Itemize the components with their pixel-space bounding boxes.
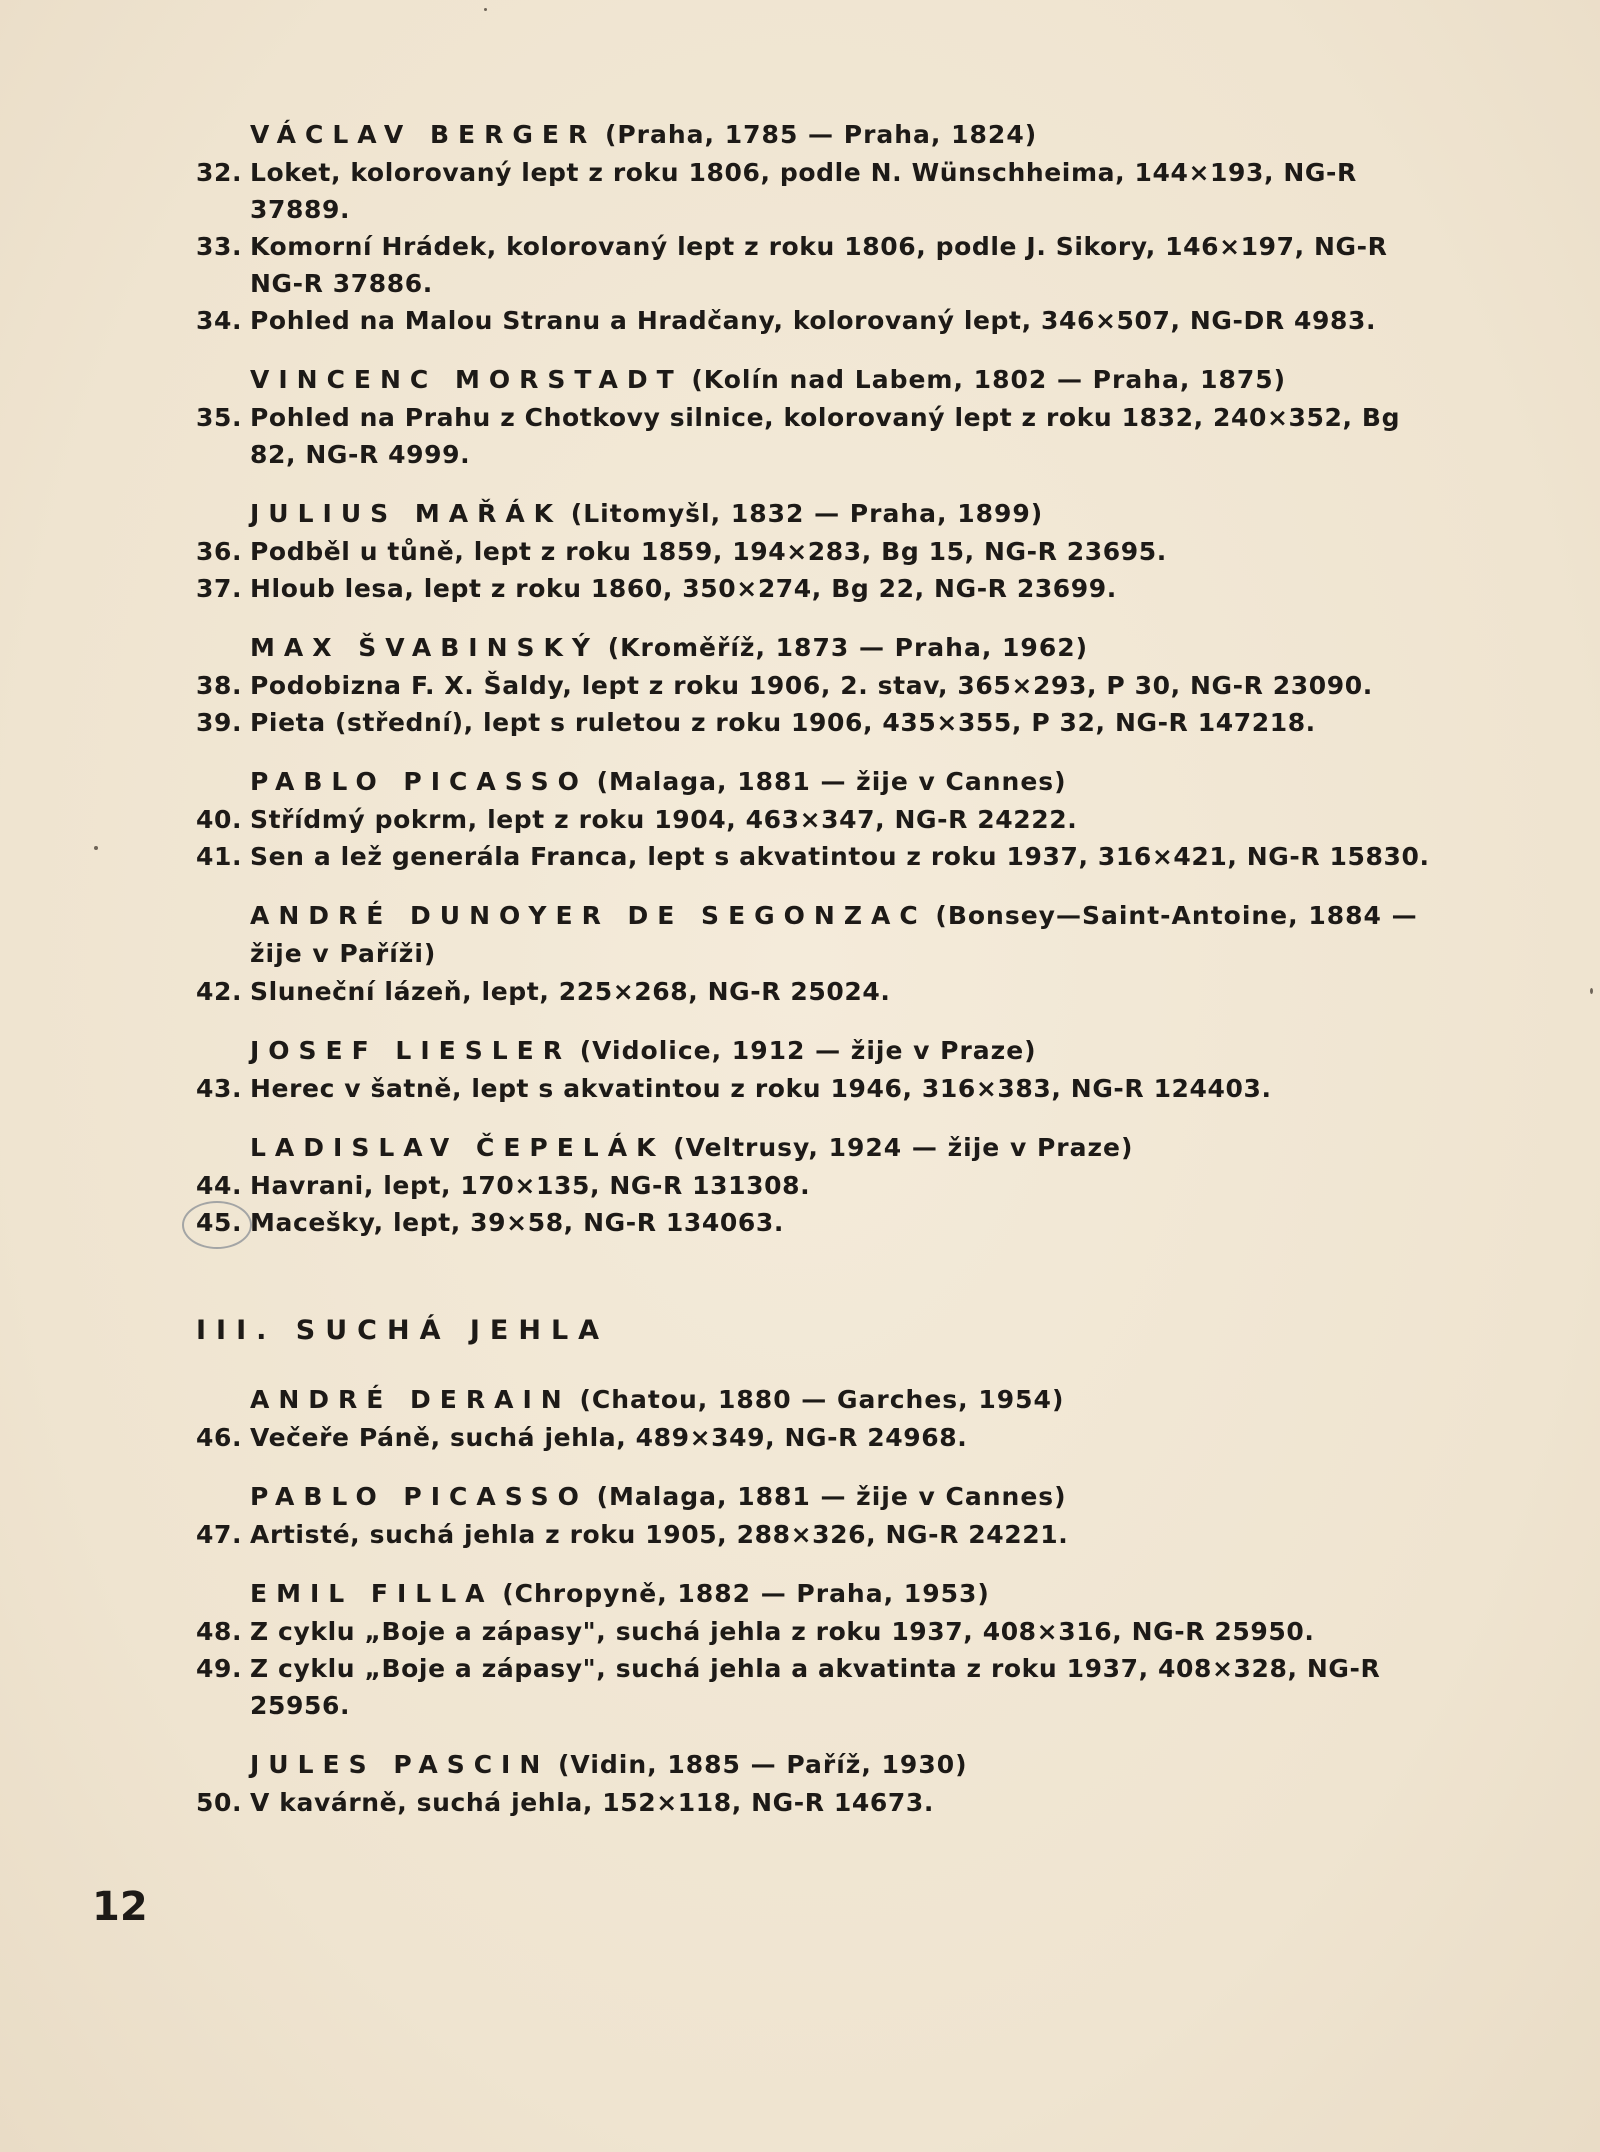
paper-speck [1590, 988, 1593, 994]
item-description: Artisté, suchá jehla z roku 1905, 288×326, NG-R 24221. [250, 1520, 1069, 1549]
item-number: 37. [196, 574, 243, 603]
catalog-item [196, 399, 1446, 473]
artist-heading [196, 1129, 1446, 1167]
item-number: 38. [196, 671, 243, 700]
catalog-item [196, 1419, 1446, 1456]
item-description: Z cyklu „Boje a zápasy", suchá jehla z roku 1937, 408×316, NG-R 25950. [250, 1617, 1315, 1646]
item-description: Večeře Páně, suchá jehla, 489×349, NG-R 24968. [250, 1423, 968, 1452]
catalog-item [196, 1516, 1446, 1553]
artist-dates: (Veltrusy, 1924 — žije v Praze) [673, 1133, 1134, 1162]
catalog-item [196, 1784, 1446, 1821]
item-description: Z cyklu „Boje a zápasy", suchá jehla a akvatinta z roku 1937, 408×328, NG-R 25956. [250, 1654, 1381, 1720]
artist-heading [196, 1575, 1446, 1613]
artist-dates: (Vidin, 1885 — Paříž, 1930) [558, 1750, 968, 1779]
artist-heading [196, 361, 1446, 399]
item-description: Pohled na Malou Stranu a Hradčany, kolorovaný lept, 346×507, NG-DR 4983. [250, 306, 1377, 335]
catalog-item [196, 1650, 1446, 1724]
artist-name: ANDRÉ DERAIN [250, 1385, 571, 1414]
item-number: 33. [196, 232, 243, 261]
catalog-list [196, 116, 1446, 1821]
artist-heading [196, 495, 1446, 533]
item-number: 41. [196, 842, 243, 871]
catalog-item [196, 154, 1446, 228]
item-number: 47. [196, 1520, 243, 1549]
item-number: 45. [196, 1208, 243, 1237]
artist-name: MAX ŠVABINSKÝ [250, 633, 599, 662]
catalog-item [196, 570, 1446, 607]
item-description: Podběl u tůně, lept z roku 1859, 194×283, Bg 15, NG-R 23695. [250, 537, 1167, 566]
artist-heading [196, 1746, 1446, 1784]
item-number: 34. [196, 306, 243, 335]
artist-name: ANDRÉ DUNOYER DE SEGONZAC [250, 901, 927, 930]
catalog-item [196, 704, 1446, 741]
item-number: 39. [196, 708, 243, 737]
artist-heading [196, 629, 1446, 667]
item-number: 35. [196, 403, 243, 432]
item-number: 49. [196, 1654, 243, 1683]
item-number: 36. [196, 537, 243, 566]
catalog-item [196, 533, 1446, 570]
artist-heading [196, 1381, 1446, 1419]
artist-heading [196, 116, 1446, 154]
item-number: 43. [196, 1074, 243, 1103]
item-description: Pohled na Prahu z Chotkovy silnice, kolorovaný lept z roku 1832, 240×352, Bg 82, NG-R 4999. [250, 403, 1401, 469]
item-description: V kavárně, suchá jehla, 152×118, NG-R 14673. [250, 1788, 934, 1817]
item-description: Loket, kolorovaný lept z roku 1806, podle N. Wünschheima, 144×193, NG-R 37889. [250, 158, 1357, 224]
item-number: 42. [196, 977, 243, 1006]
artist-dates: (Litomyšl, 1832 — Praha, 1899) [570, 499, 1044, 528]
item-description: Hloub lesa, lept z roku 1860, 350×274, Bg 22, NG-R 23699. [250, 574, 1117, 603]
item-description: Střídmý pokrm, lept z roku 1904, 463×347, NG-R 24222. [250, 805, 1078, 834]
artist-heading [196, 1478, 1446, 1516]
artist-dates: (Malaga, 1881 — žije v Cannes) [596, 1482, 1067, 1511]
item-description: Sen a lež generála Franca, lept s akvatintou z roku 1937, 316×421, NG-R 15830. [250, 842, 1430, 871]
catalog-item [196, 302, 1446, 339]
item-number: 48. [196, 1617, 243, 1646]
catalog-item [196, 838, 1446, 875]
item-description: Komorní Hrádek, kolorovaný lept z roku 1806, podle J. Sikory, 146×197, NG-R NG-R 37886. [250, 232, 1388, 298]
artist-name: PABLO PICASSO [250, 767, 588, 796]
artist-name: EMIL FILLA [250, 1579, 494, 1608]
artist-dates: (Kolín nad Labem, 1802 — Praha, 1875) [691, 365, 1287, 394]
artist-heading [196, 763, 1446, 801]
catalog-item [196, 1204, 1446, 1241]
item-description: Pieta (střední), lept s ruletou z roku 1906, 435×355, P 32, NG-R 147218. [250, 708, 1316, 737]
section-heading: III. SUCHÁ JEHLA [196, 1315, 610, 1346]
catalog-item [196, 1613, 1446, 1650]
catalog-item [196, 667, 1446, 704]
item-description: Sluneční lázeň, lept, 225×268, NG-R 25024. [250, 977, 891, 1006]
artist-name: PABLO PICASSO [250, 1482, 588, 1511]
item-description: Macešky, lept, 39×58, NG-R 134063. [250, 1208, 784, 1237]
artist-dates: (Praha, 1785 — Praha, 1824) [604, 120, 1038, 149]
catalog-item [196, 973, 1446, 1010]
artist-heading [196, 897, 1446, 973]
item-number: 40. [196, 805, 243, 834]
artist-dates: (Kroměříž, 1873 — Praha, 1962) [607, 633, 1089, 662]
artist-name: JULES PASCIN [250, 1750, 550, 1779]
artist-dates: (Chatou, 1880 — Garches, 1954) [579, 1385, 1065, 1414]
item-description: Herec v šatně, lept s akvatintou z roku 1946, 316×383, NG-R 124403. [250, 1074, 1272, 1103]
catalog-item [196, 1167, 1446, 1204]
item-description: Podobizna F. X. Šaldy, lept z roku 1906, 2. stav, 365×293, P 30, NG-R 23090. [250, 671, 1373, 700]
page-number: 12 [92, 1884, 148, 1930]
catalog-item [196, 228, 1446, 302]
item-number: 32. [196, 158, 243, 187]
artist-name: JOSEF LIESLER [250, 1036, 571, 1065]
artist-dates: (Vidolice, 1912 — žije v Praze) [579, 1036, 1037, 1065]
item-number: 44. [196, 1171, 243, 1200]
paper-speck [484, 8, 487, 11]
catalog-item [196, 1070, 1446, 1107]
item-description: Havrani, lept, 170×135, NG-R 131308. [250, 1171, 811, 1200]
pencil-circle-mark [182, 1201, 252, 1249]
item-number: 50. [196, 1788, 243, 1817]
artist-dates: (Chropyně, 1882 — Praha, 1953) [502, 1579, 990, 1608]
artist-name: LADISLAV ČEPELÁK [250, 1133, 665, 1162]
artist-dates: (Malaga, 1881 — žije v Cannes) [596, 767, 1067, 796]
paper-speck [94, 846, 98, 850]
artist-name: VÁCLAV BERGER [250, 120, 597, 149]
artist-name: JULIUS MAŘÁK [250, 499, 563, 528]
item-number: 46. [196, 1423, 243, 1452]
artist-heading [196, 1032, 1446, 1070]
artist-name: VINCENC MORSTADT [250, 365, 683, 394]
catalog-item [196, 801, 1446, 838]
artist-dates: (Bonsey—Saint-Antoine, 1884 — žije v Paříži) [250, 901, 1418, 968]
